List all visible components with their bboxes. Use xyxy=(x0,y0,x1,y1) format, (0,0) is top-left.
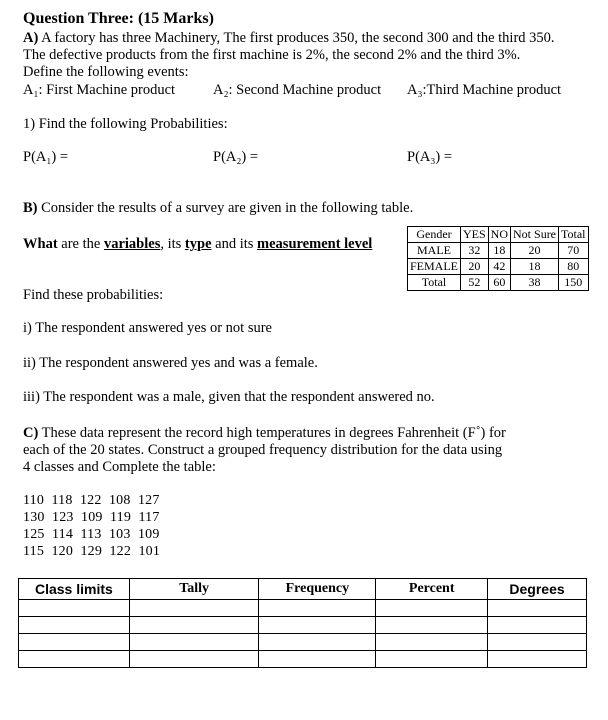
survey-cell: 52 xyxy=(461,275,489,291)
part-c-line1 xyxy=(23,425,506,441)
cell xyxy=(376,651,488,668)
survey-cell: 70 xyxy=(559,243,589,259)
header-frequency: Frequency xyxy=(259,579,376,600)
survey-header-cell: YES xyxy=(461,227,489,243)
cell xyxy=(129,600,259,617)
part-a-line1 xyxy=(23,30,555,46)
survey-cell: 42 xyxy=(488,259,510,275)
cell xyxy=(19,634,130,651)
cell xyxy=(259,617,376,634)
survey-table xyxy=(407,226,589,291)
frequency-row xyxy=(19,617,587,634)
cell xyxy=(19,617,130,634)
survey-cell: Total xyxy=(408,275,461,291)
survey-cell: 80 xyxy=(559,259,589,275)
cell xyxy=(129,634,259,651)
frequency-row xyxy=(19,600,587,617)
variables-word: variables xyxy=(103,236,161,252)
part-c-text1: These data represent the record high temperatures in degrees Fahrenheit (F˚) for xyxy=(38,425,506,441)
and-its-text: and its xyxy=(211,236,258,252)
cell xyxy=(488,634,587,651)
survey-row xyxy=(408,243,589,259)
cell xyxy=(129,617,259,634)
part-c-line3: 4 classes and Complete the table: xyxy=(23,459,216,475)
survey-header-cell: Gender xyxy=(408,227,461,243)
survey-cell: 60 xyxy=(488,275,510,291)
survey-cell: 20 xyxy=(511,243,559,259)
cell xyxy=(19,600,130,617)
data-row: 125 114 113 103 109 xyxy=(23,527,160,542)
part-a-line2: The defective products from the first machine is 2%, the second 2% and the third 3%. xyxy=(23,47,521,63)
event-a3: A₃:Third Machine product xyxy=(407,82,562,98)
part-b-label: B) xyxy=(23,200,38,216)
survey-cell: 150 xyxy=(559,275,589,291)
type-word: type xyxy=(184,236,212,252)
part-b-intro xyxy=(23,200,413,216)
data-row: 115 120 129 122 101 xyxy=(23,544,161,559)
cell xyxy=(488,651,587,668)
cell xyxy=(376,617,488,634)
frequency-row xyxy=(19,634,587,651)
header-class-limits: Class limits xyxy=(19,579,130,600)
measurement-level-word: measurement level xyxy=(257,236,373,252)
survey-header-row xyxy=(408,227,589,243)
prob-a2: P(A₂) = xyxy=(213,149,259,165)
survey-header-cell: Not Sure xyxy=(511,227,559,243)
part-a-line3: Define the following events: xyxy=(23,64,189,80)
survey-cell: 18 xyxy=(488,243,510,259)
what-word: What xyxy=(23,236,58,252)
frequency-row xyxy=(19,651,587,668)
survey-cell: 38 xyxy=(511,275,559,291)
header-percent: Percent xyxy=(376,579,488,600)
frequency-header-row xyxy=(19,579,587,600)
prob-a1: P(A₁) = xyxy=(23,149,69,165)
part-b-intro-text: Consider the results of a survey are given in the following table. xyxy=(37,200,414,216)
part-a-find: 1) Find the following Probabilities: xyxy=(23,116,228,132)
cell xyxy=(259,600,376,617)
question-i: i) The respondent answered yes or not sure xyxy=(23,320,272,336)
event-a2: A₂: Second Machine product xyxy=(213,82,382,98)
data-row: 110 118 122 108 127 xyxy=(23,493,160,508)
cell xyxy=(259,651,376,668)
survey-row xyxy=(408,275,589,291)
survey-header-cell: NO xyxy=(488,227,510,243)
its-text: , its xyxy=(160,236,185,252)
survey-header-cell: Total xyxy=(559,227,589,243)
part-b-question xyxy=(23,236,372,252)
cell xyxy=(488,600,587,617)
part-c-line2: each of the 20 states. Construct a grouped frequency distribution for the data using xyxy=(23,442,503,458)
survey-cell: FEMALE xyxy=(408,259,461,275)
part-a-text1: A factory has three Machinery, The first produces 350, the second 300 and the third 350. xyxy=(38,30,555,46)
event-a1: A₁: First Machine product xyxy=(23,82,176,98)
prob-a3: P(A₃) = xyxy=(407,149,453,165)
part-a-label: A) xyxy=(23,30,39,46)
page-title: Question Three: (15 Marks) xyxy=(23,10,214,27)
header-tally: Tally xyxy=(129,579,259,600)
cell xyxy=(19,651,130,668)
survey-cell: MALE xyxy=(408,243,461,259)
question-ii: ii) The respondent answered yes and was a female. xyxy=(23,355,318,371)
part-c-label: C) xyxy=(23,425,39,441)
survey-cell: 20 xyxy=(461,259,489,275)
question-iii: iii) The respondent was a male, given that the respondent answered no. xyxy=(23,389,435,405)
survey-row xyxy=(408,259,589,275)
cell xyxy=(488,617,587,634)
are-the-text: are the xyxy=(57,236,104,252)
survey-cell: 18 xyxy=(511,259,559,275)
cell xyxy=(259,634,376,651)
cell xyxy=(376,600,488,617)
find-these: Find these probabilities: xyxy=(23,287,164,303)
cell xyxy=(129,651,259,668)
frequency-table xyxy=(18,578,587,668)
data-row: 130 123 109 119 117 xyxy=(23,510,160,525)
survey-cell: 32 xyxy=(461,243,489,259)
header-degrees: Degrees xyxy=(488,579,587,600)
cell xyxy=(376,634,488,651)
